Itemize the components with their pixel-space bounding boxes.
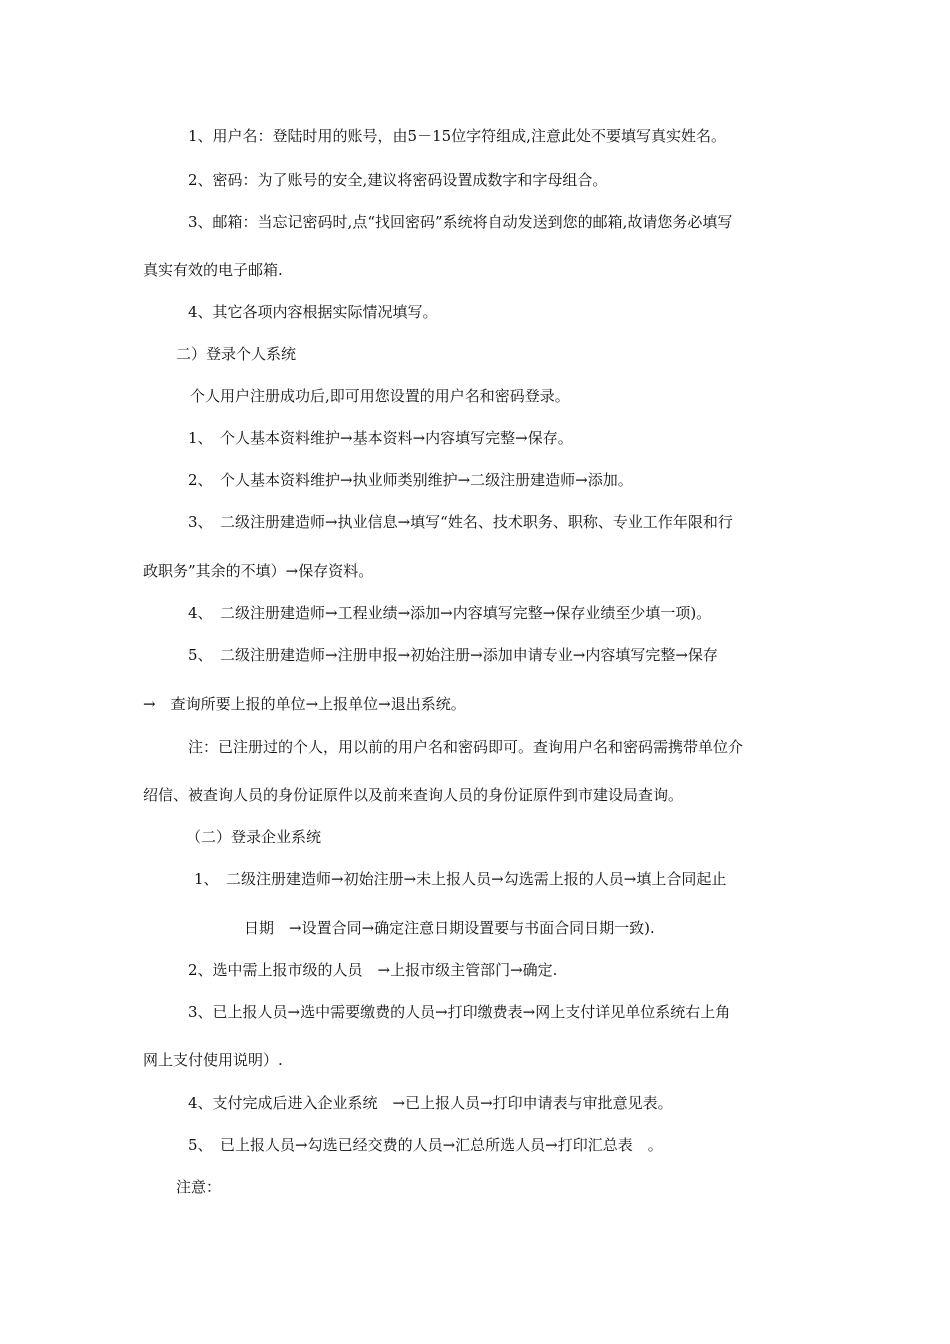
personal-step-3-continued: 政职务”其余的不填）→保存资料。 <box>143 562 374 580</box>
personal-note: 注：已注册过的个人，用以前的用户名和密码即可。查询用户名和密码需携带单位介 <box>188 738 744 756</box>
enterprise-step-3-continued: 网上支付使用说明）. <box>143 1051 283 1069</box>
email-instruction-continued: 真实有效的电子邮箱. <box>143 261 283 279</box>
enterprise-login-heading: （二）登录企业系统 <box>186 828 322 846</box>
personal-step-5: 5、 二级注册建造师→注册申报→初始注册→添加申请专业→内容填写完整→保存 <box>188 646 718 664</box>
personal-step-2: 2、 个人基本资料维护→执业师类别维护→二级注册建造师→添加。 <box>188 471 633 489</box>
final-note-label: 注意： <box>176 1178 222 1196</box>
enterprise-step-1: 1、 二级注册建造师→初始注册→未上报人员→勾选需上报的人员→填上合同起止 <box>194 870 727 888</box>
password-instruction: 2、密码：为了账号的安全,建议将密码设置成数字和字母组合。 <box>188 171 608 189</box>
personal-login-intro: 个人用户注册成功后,即可用您设置的用户名和密码登录。 <box>190 387 570 405</box>
enterprise-step-3: 3、已上报人员→选中需要缴费的人员→打印缴费表→网上支付详见单位系统右上角 <box>188 1003 731 1021</box>
personal-step-5-continued: → 查询所要上报的单位→上报单位→退出系统。 <box>143 695 466 713</box>
personal-note-continued: 绍信、被查询人员的身份证原件以及前来查询人员的身份证原件到市建设局查询。 <box>143 786 684 804</box>
enterprise-step-2: 2、选中需上报市级的人员 →上报市级主管部门→确定. <box>188 961 558 979</box>
username-instruction: 1、用户名：登陆时用的账号，由5－15位字符组成,注意此处不要填写真实姓名。 <box>188 127 726 145</box>
personal-step-3: 3、 二级注册建造师→执业信息→填写“姓名、技术职务、职称、专业工作年限和行 <box>188 513 733 531</box>
other-fields-instruction: 4、其它各项内容根据实际情况填写。 <box>188 303 438 321</box>
email-instruction: 3、邮箱：当忘记密码时,点“找回密码”系统将自动发送到您的邮箱,故请您务必填写 <box>188 213 733 231</box>
personal-step-1: 1、 个人基本资料维护→基本资料→内容填写完整→保存。 <box>188 429 573 447</box>
enterprise-step-1-continued: 日期 →设置合同→确定注意日期设置要与书面合同日期一致). <box>244 919 655 937</box>
personal-step-4: 4、 二级注册建造师→工程业绩→添加→内容填写完整→保存业绩至少填一项)。 <box>188 604 712 622</box>
enterprise-step-4: 4、支付完成后进入企业系统 →已上报人员→打印申请表与审批意见表。 <box>188 1094 673 1112</box>
enterprise-step-5: 5、 已上报人员→勾选已经交费的人员→汇总所选人员→打印汇总表 。 <box>188 1136 663 1154</box>
personal-login-heading: 二）登录个人系统 <box>176 345 297 363</box>
